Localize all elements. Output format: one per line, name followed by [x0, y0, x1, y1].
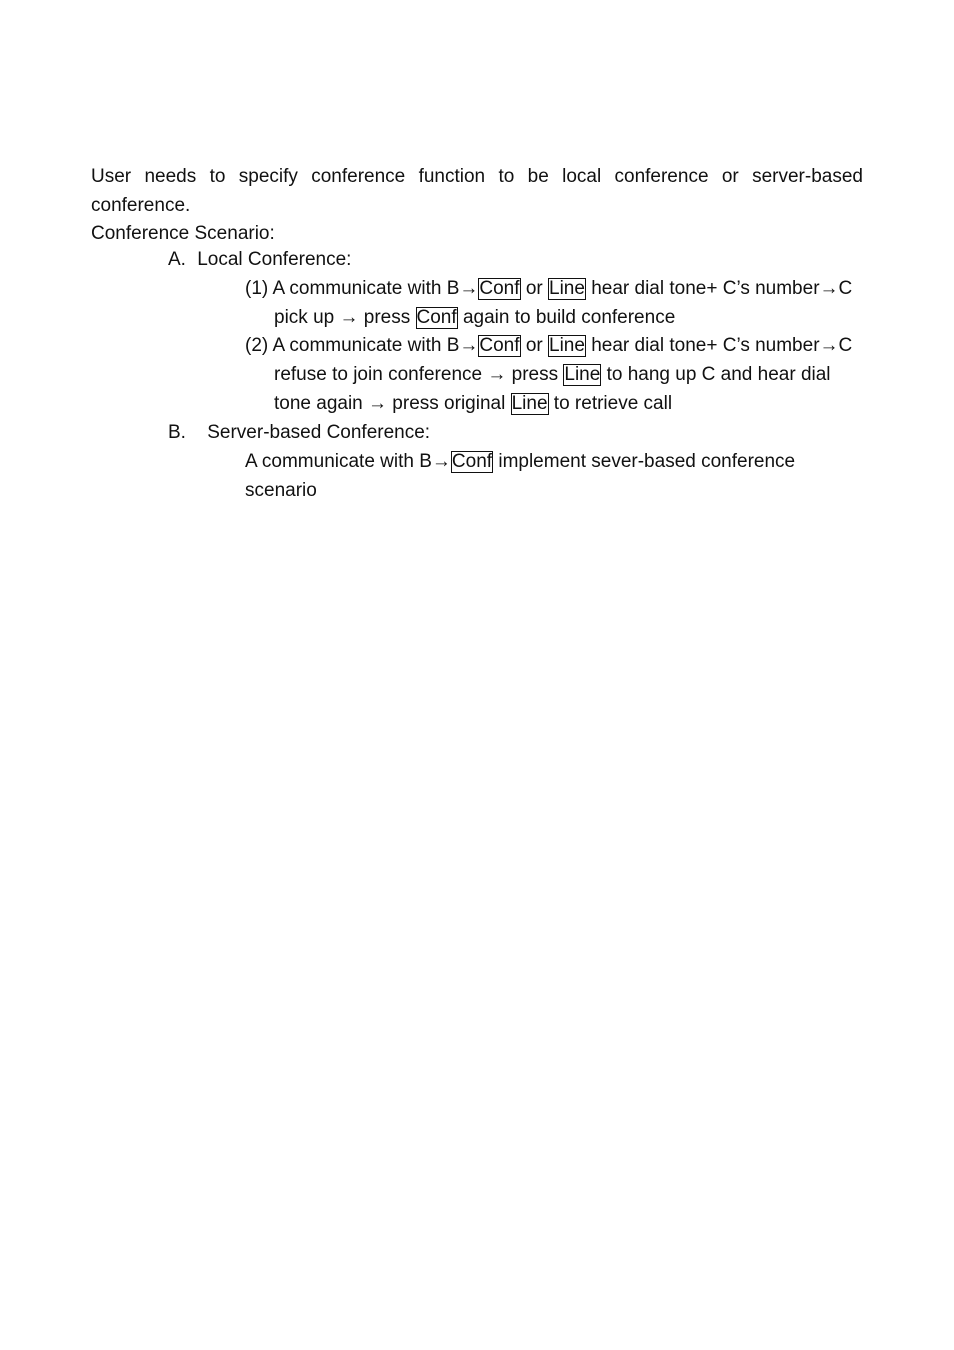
intro-paragraph-line-1	[91, 166, 863, 188]
item-2-line-3	[274, 393, 672, 415]
section-b-text: A communicate with B→	[245, 451, 451, 472]
conf-key: Conf	[479, 335, 520, 356]
intro-word: local	[562, 166, 602, 187]
intro-word: conference	[614, 166, 709, 187]
intro-word: to	[209, 166, 226, 187]
item-1-text: pick up → press	[274, 307, 411, 328]
item-1-text: hear dial tone+ C’s number→C	[591, 278, 853, 299]
item-2-text: to hang up C and hear dial	[606, 364, 831, 385]
scenario-heading: Conference Scenario:	[91, 223, 275, 244]
item-2-text: A communicate with B→	[272, 335, 479, 356]
conf-key: Conf	[451, 451, 493, 472]
intro-word: server-based	[752, 166, 863, 187]
intro-word: User	[91, 166, 132, 187]
line-key: Line	[511, 393, 548, 414]
section-b-text: implement sever-based conference	[498, 451, 796, 472]
conf-key: Conf	[479, 278, 520, 299]
intro-word: specify	[238, 166, 298, 187]
item-2-line-1	[245, 335, 852, 357]
conf-key: Conf	[416, 307, 457, 328]
section-a-marker: A.	[168, 249, 186, 270]
section-b-title: Server-based Conference:	[207, 422, 431, 443]
line-key: Line	[549, 335, 585, 356]
item-1-text: or	[525, 278, 543, 299]
item-2-text: or	[525, 335, 543, 356]
intro-word: to	[498, 166, 515, 187]
intro-word: be	[527, 166, 549, 187]
item-2-text: hear dial tone+ C’s number→C	[591, 335, 853, 356]
item-1-line-2	[274, 307, 675, 329]
item-1-line-1	[245, 278, 852, 300]
intro-word: or	[721, 166, 739, 187]
intro-word: needs	[144, 166, 197, 187]
item-1-text: A communicate with B→	[272, 278, 479, 299]
item-2-text: tone again → press original	[274, 393, 506, 414]
item-2-line-2	[274, 364, 831, 386]
section-a-title: Local Conference:	[197, 249, 352, 270]
section-a-heading	[168, 249, 351, 271]
item-2-number: (2)	[245, 335, 269, 356]
item-1-number: (1)	[245, 278, 269, 299]
line-key: Line	[564, 364, 601, 385]
intro-word: conference	[311, 166, 406, 187]
section-b-line-2: scenario	[245, 480, 317, 501]
item-2-text: refuse to join conference → press	[274, 364, 559, 385]
item-2-text: to retrieve call	[553, 393, 673, 414]
item-1-text: again to build conference	[462, 307, 676, 328]
line-key: Line	[549, 278, 585, 299]
intro-paragraph-line-2: conference.	[91, 195, 191, 216]
section-b-heading	[168, 422, 430, 444]
intro-word: function	[418, 166, 486, 187]
section-b-line-1	[245, 451, 795, 473]
section-b-marker: B.	[168, 422, 186, 443]
